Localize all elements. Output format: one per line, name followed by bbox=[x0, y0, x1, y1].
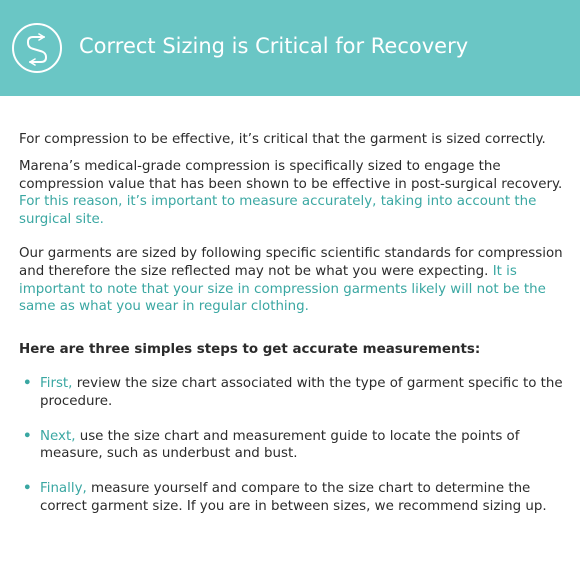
bullet-icon: • bbox=[23, 481, 32, 497]
step-lead: First, bbox=[40, 375, 73, 391]
step-text: review the size chart associated with the type of garment specific to the procedure. bbox=[40, 375, 563, 409]
s-logo-icon bbox=[11, 22, 63, 74]
steps-heading: Here are three simples steps to get accurate measurements: bbox=[19, 342, 481, 358]
list-item bbox=[19, 480, 571, 516]
step-text: use the size chart and measurement guide to locate the points of measure, such as underbust and bust. bbox=[40, 428, 520, 462]
intro-paragraph: For compression to be effective, it’s critical that the garment is sized correctly. bbox=[19, 132, 546, 147]
list-item bbox=[19, 428, 571, 464]
page-title: Correct Sizing is Critical for Recovery bbox=[79, 34, 469, 58]
standards-paragraph-highlight: It is important to note that your size in compression garments likely will not be the same as what you wear in regular clothing. bbox=[19, 263, 546, 315]
sizing-paragraph bbox=[19, 158, 571, 229]
step-text: measure yourself and compare to the size chart to determine the correct garment size. If you are in between sizes, we recommend sizing up. bbox=[40, 481, 547, 514]
header-banner bbox=[0, 0, 580, 96]
step-lead: Next, bbox=[40, 428, 76, 444]
step-lead: Finally, bbox=[40, 481, 87, 497]
main-content bbox=[19, 131, 571, 533]
sizing-paragraph-text: Marena’s medical-grade compression is specifically sized to engage the compression value that has been shown to be effective in post-surgical recovery. bbox=[19, 158, 563, 192]
list-item bbox=[19, 375, 571, 411]
bullet-icon: • bbox=[23, 375, 32, 391]
bullet-icon: • bbox=[23, 428, 32, 444]
steps-list bbox=[19, 375, 571, 516]
sizing-paragraph-highlight: For this reason, it’s important to measure accurately, taking into account the surgical site. bbox=[19, 194, 537, 228]
standards-paragraph-text: Our garments are sized by following specific scientific standards for compression and therefore the size reflected may not be what you were expecting. bbox=[19, 245, 563, 279]
standards-paragraph bbox=[19, 245, 571, 316]
